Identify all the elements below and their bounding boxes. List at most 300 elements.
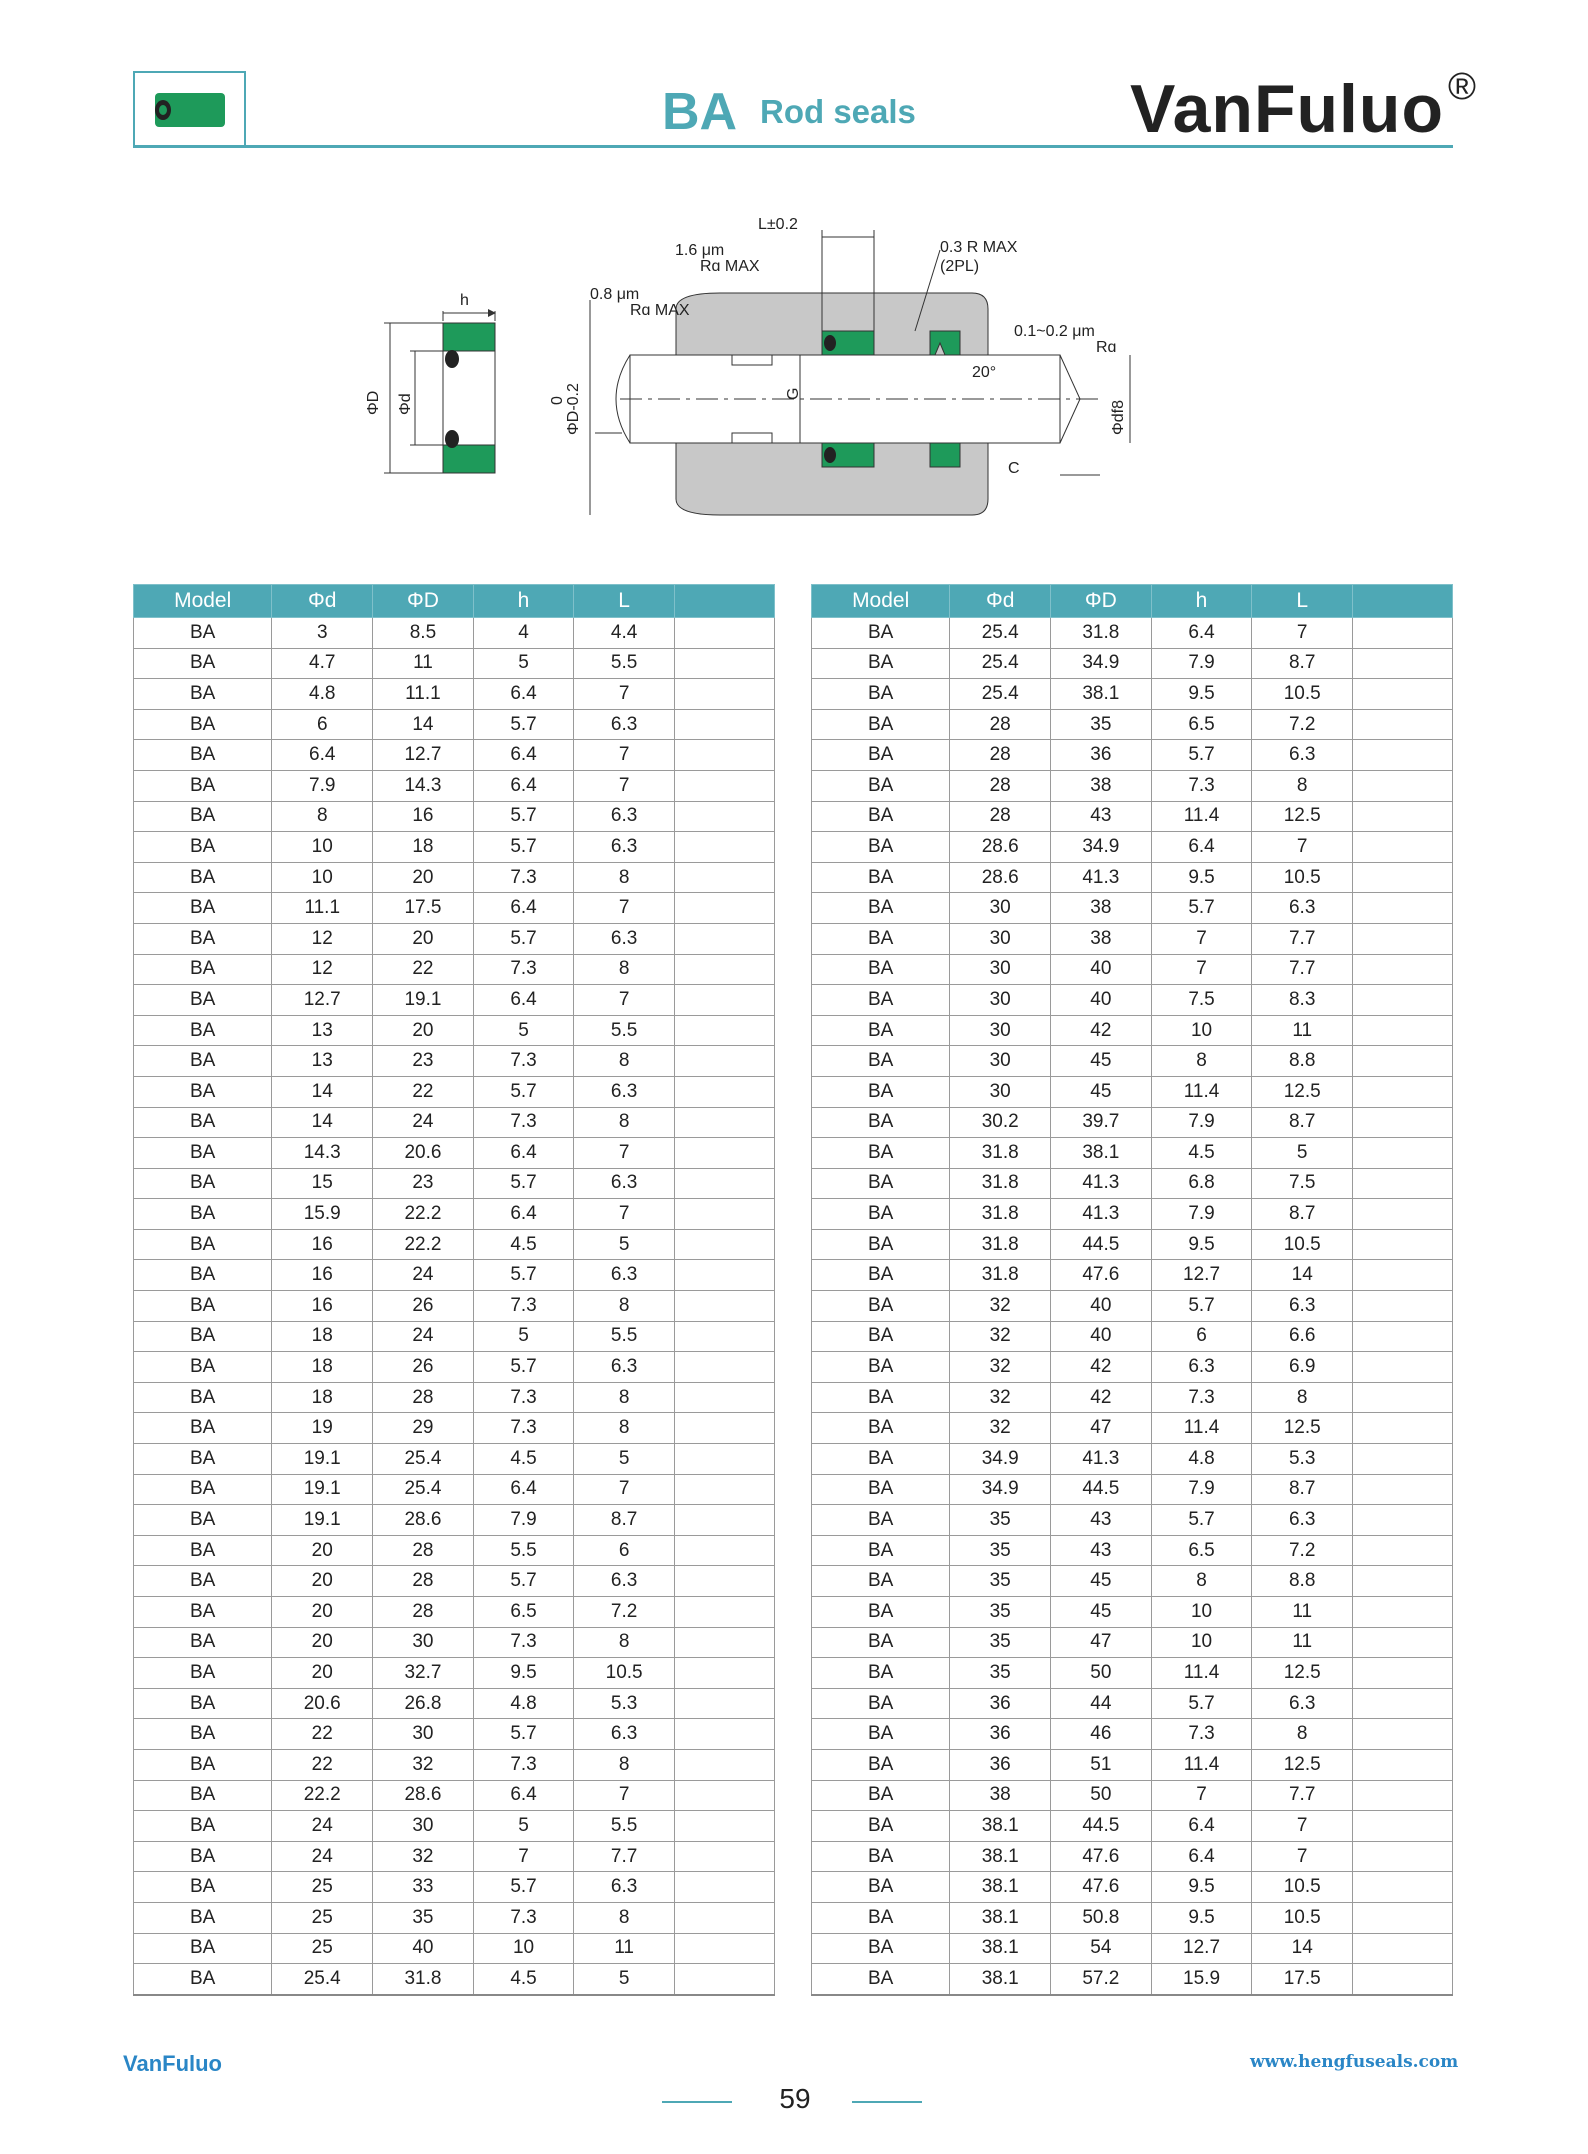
table-cell: 44	[1051, 1688, 1152, 1719]
table-cell: 6.4	[473, 893, 573, 924]
table-cell: 28	[950, 770, 1051, 801]
table-cell	[674, 1627, 774, 1658]
table-row	[134, 1199, 775, 1230]
table-cell: 18	[373, 832, 474, 863]
table-cell: BA	[812, 709, 950, 740]
table-cell	[1353, 1933, 1453, 1964]
table-cell	[1353, 1719, 1453, 1750]
table-cell	[674, 862, 774, 893]
table-cell: 8	[574, 1749, 675, 1780]
table-cell: 43	[1051, 801, 1152, 832]
table-cell: 5.7	[473, 1352, 573, 1383]
table-cell: 24	[373, 1107, 474, 1138]
table-cell	[674, 1933, 774, 1964]
table-cell: 7.7	[1252, 923, 1353, 954]
table-cell: BA	[134, 1841, 272, 1872]
table-cell: 45	[1051, 1566, 1152, 1597]
series-code: BA	[662, 83, 738, 141]
table-cell: 6.4	[473, 1780, 573, 1811]
table-cell: BA	[134, 679, 272, 710]
table-cell: 32	[373, 1841, 474, 1872]
table-cell: 6.3	[1252, 1505, 1353, 1536]
table-cell: 7	[1252, 832, 1353, 863]
table-cell: BA	[134, 1719, 272, 1750]
table-cell: BA	[812, 1352, 950, 1383]
table-cell: 36	[1051, 740, 1152, 771]
table-cell: BA	[812, 1658, 950, 1689]
table-cell	[674, 1015, 774, 1046]
dim-bore: ΦD-0.2	[565, 383, 582, 435]
table-cell: 12.7	[373, 740, 474, 771]
table-cell: 28.6	[373, 1780, 474, 1811]
table-row	[134, 1566, 775, 1597]
table-cell: 7.5	[1151, 985, 1252, 1016]
table-cell: 28.6	[950, 862, 1051, 893]
table-cell: BA	[134, 1872, 272, 1903]
table-cell: BA	[134, 1291, 272, 1322]
table-cell: 30	[950, 954, 1051, 985]
table-cell: 20	[272, 1627, 373, 1658]
table-cell: 7.3	[473, 1046, 573, 1077]
table-cell: 6.9	[1252, 1352, 1353, 1383]
table-cell: 9.5	[1151, 679, 1252, 710]
table-cell: BA	[134, 1046, 272, 1077]
table-cell: 24	[373, 1321, 474, 1352]
table-cell: 18	[272, 1382, 373, 1413]
table-cell	[1353, 1076, 1453, 1107]
table-cell: 38.1	[1051, 1138, 1152, 1169]
table-cell: 20	[272, 1658, 373, 1689]
table-cell: 9.5	[1151, 862, 1252, 893]
table-cell: BA	[134, 862, 272, 893]
dim-L: L±0.2	[758, 216, 798, 233]
dim-rod: Φdf8	[1110, 399, 1127, 435]
table-cell: 5.7	[473, 801, 573, 832]
table-cell	[674, 1474, 774, 1505]
table-cell: BA	[134, 1535, 272, 1566]
table-cell: 41.3	[1051, 1199, 1152, 1230]
table-cell	[674, 1597, 774, 1628]
table-cell: 8	[1252, 1719, 1353, 1750]
table-cell	[1353, 1964, 1453, 1995]
table-cell: 23	[373, 1046, 474, 1077]
table-cell: 24	[272, 1811, 373, 1842]
table-cell: 6.5	[1151, 709, 1252, 740]
table-cell: 35	[950, 1658, 1051, 1689]
table-cell: 32	[950, 1382, 1051, 1413]
table-cell: 24	[373, 1260, 474, 1291]
table-cell: 46	[1051, 1719, 1152, 1750]
table-cell: 22	[272, 1749, 373, 1780]
table-cell: 8	[574, 1291, 675, 1322]
table-row	[812, 1107, 1453, 1138]
table-cell	[674, 801, 774, 832]
table-cell	[1353, 1474, 1453, 1505]
table-row	[134, 1046, 775, 1077]
table-cell: 5	[473, 648, 573, 679]
table-row	[812, 1229, 1453, 1260]
table-cell: BA	[812, 1749, 950, 1780]
dimension-table-right	[811, 584, 1453, 1996]
table-cell	[1353, 985, 1453, 1016]
table-cell: 47	[1051, 1413, 1152, 1444]
table-cell: 12.5	[1252, 1413, 1353, 1444]
table-cell: BA	[134, 648, 272, 679]
table-cell: 34.9	[950, 1474, 1051, 1505]
seal-profile-icon	[149, 87, 231, 133]
table-cell: 40	[1051, 1321, 1152, 1352]
table-cell: 16	[272, 1291, 373, 1322]
table-cell: 5.5	[574, 648, 675, 679]
table-cell: 23	[373, 1168, 474, 1199]
table-cell: 5.7	[1151, 740, 1252, 771]
table-row	[134, 1168, 775, 1199]
table-cell: 11.4	[1151, 1076, 1252, 1107]
table-cell	[1353, 770, 1453, 801]
table-cell	[674, 954, 774, 985]
table-cell: 25.4	[950, 618, 1051, 649]
table-cell: 8	[1151, 1046, 1252, 1077]
table-cell: 7.3	[473, 1902, 573, 1933]
table-cell: 6.4	[473, 770, 573, 801]
table-cell: BA	[134, 1015, 272, 1046]
table-cell: 7.9	[1151, 1199, 1252, 1230]
table-cell	[674, 1382, 774, 1413]
table-cell	[1353, 1168, 1453, 1199]
table-cell: BA	[134, 1382, 272, 1413]
table-cell: 5	[1252, 1138, 1353, 1169]
table-cell: 35	[950, 1535, 1051, 1566]
footer-website-link[interactable]: www.hengfuseals.com	[1250, 2052, 1459, 2072]
table-cell: 6.4	[473, 1138, 573, 1169]
table-cell: 35	[950, 1566, 1051, 1597]
table-cell: BA	[812, 618, 950, 649]
table-cell: 30	[950, 923, 1051, 954]
table-cell: 6	[1151, 1321, 1252, 1352]
table-cell: 4.4	[574, 618, 675, 649]
table-cell	[674, 1352, 774, 1383]
table-cell: 30	[950, 1015, 1051, 1046]
col-model: Model	[134, 585, 272, 618]
table-cell: 7.3	[473, 1382, 573, 1413]
table-row	[134, 862, 775, 893]
table-cell: 8	[574, 1382, 675, 1413]
table-cell: 9.5	[1151, 1902, 1252, 1933]
table-cell: BA	[812, 1627, 950, 1658]
table-row	[812, 1566, 1453, 1597]
table-cell	[1353, 1229, 1453, 1260]
table-row	[134, 1076, 775, 1107]
table-row	[134, 679, 775, 710]
table-cell: 7.9	[272, 770, 373, 801]
table-row	[812, 985, 1453, 1016]
roughness-3: 0.1~0.2 μm	[1014, 323, 1095, 340]
table-cell: BA	[812, 1076, 950, 1107]
table-cell: 5	[473, 1811, 573, 1842]
col-blank	[674, 585, 774, 618]
page-number-rule-left	[662, 2101, 732, 2103]
table-cell: 19.1	[272, 1505, 373, 1536]
table-cell: BA	[134, 923, 272, 954]
table-cell: 5	[574, 1229, 675, 1260]
table-row	[134, 1902, 775, 1933]
table-cell: 8	[574, 1046, 675, 1077]
table-row	[812, 1168, 1453, 1199]
table-cell: 8	[574, 1902, 675, 1933]
table-cell: 6.5	[473, 1597, 573, 1628]
table-cell: 8	[1252, 770, 1353, 801]
table-cell: 25.4	[950, 648, 1051, 679]
table-cell: BA	[134, 801, 272, 832]
table-row	[134, 923, 775, 954]
table-cell: 7.3	[473, 1107, 573, 1138]
table-cell: 31.8	[950, 1168, 1051, 1199]
col-height: h	[473, 585, 573, 618]
table-cell	[1353, 1658, 1453, 1689]
table-row	[812, 1780, 1453, 1811]
table-cell: BA	[812, 1168, 950, 1199]
table-cell: 30	[373, 1811, 474, 1842]
table-cell: 14.3	[272, 1138, 373, 1169]
table-cell	[1353, 648, 1453, 679]
table-cell: 7	[1151, 954, 1252, 985]
table-cell: BA	[812, 1780, 950, 1811]
table-cell: 8.8	[1252, 1566, 1353, 1597]
table-cell	[1353, 618, 1453, 649]
table-cell: 5.7	[473, 1076, 573, 1107]
table-cell: 11.4	[1151, 801, 1252, 832]
table-cell: 4.5	[1151, 1138, 1252, 1169]
table-cell: 39.7	[1051, 1107, 1152, 1138]
col-length: L	[1252, 585, 1353, 618]
table-cell: 7	[574, 1138, 675, 1169]
table-cell: 28.6	[373, 1505, 474, 1536]
table-row	[134, 1749, 775, 1780]
table-cell: 9.5	[1151, 1229, 1252, 1260]
table-cell: 30	[950, 1076, 1051, 1107]
table-cell: 5.7	[473, 923, 573, 954]
table-cell: 34.9	[950, 1444, 1051, 1475]
table-cell: 8.7	[1252, 1107, 1353, 1138]
table-cell: 10.5	[574, 1658, 675, 1689]
table-cell: 6.3	[574, 1566, 675, 1597]
table-cell: 7	[1252, 618, 1353, 649]
table-row	[134, 1015, 775, 1046]
table-cell: 7.3	[473, 1627, 573, 1658]
table-cell	[1353, 709, 1453, 740]
table-cell: 4.5	[473, 1229, 573, 1260]
table-cell: BA	[812, 1597, 950, 1628]
table-cell: 19.1	[272, 1444, 373, 1475]
table-cell	[1353, 954, 1453, 985]
table-cell: 10.5	[1252, 1229, 1353, 1260]
table-row	[812, 1841, 1453, 1872]
table-cell: 7.3	[473, 1413, 573, 1444]
table-cell: BA	[812, 1046, 950, 1077]
table-cell: 10.5	[1252, 862, 1353, 893]
table-cell: 8	[1252, 1382, 1353, 1413]
table-cell: 6.3	[574, 1076, 675, 1107]
table-cell: BA	[812, 1199, 950, 1230]
table-row	[134, 1597, 775, 1628]
table-cell: 15	[272, 1168, 373, 1199]
table-row	[134, 1658, 775, 1689]
table-row	[812, 1658, 1453, 1689]
table-cell: 12.5	[1252, 1658, 1353, 1689]
table-cell: BA	[134, 1076, 272, 1107]
table-cell: BA	[134, 1933, 272, 1964]
table-cell	[1353, 1138, 1453, 1169]
table-cell: 12	[272, 923, 373, 954]
col-blank	[1353, 585, 1453, 618]
table-cell: 7	[574, 1199, 675, 1230]
table-cell: 5.5	[574, 1015, 675, 1046]
table-cell: BA	[812, 770, 950, 801]
table-row	[134, 1841, 775, 1872]
table-cell: 12	[272, 954, 373, 985]
dim-G: G	[785, 387, 802, 400]
table-cell: BA	[134, 1688, 272, 1719]
table-cell: 44.5	[1051, 1474, 1152, 1505]
table-cell: 6.4	[473, 1199, 573, 1230]
table-cell: 32.7	[373, 1658, 474, 1689]
table-cell: 6.3	[1252, 1291, 1353, 1322]
table-cell	[1353, 1444, 1453, 1475]
table-cell: 11.4	[1151, 1413, 1252, 1444]
table-cell: 20	[373, 923, 474, 954]
table-cell: 16	[272, 1229, 373, 1260]
page-number: 59	[779, 2083, 811, 2114]
table-cell: 50.8	[1051, 1902, 1152, 1933]
table-cell: 8	[574, 1627, 675, 1658]
registered-mark: ®	[1448, 66, 1477, 108]
table-row	[134, 1872, 775, 1903]
table-cell: 38.1	[950, 1811, 1051, 1842]
table-cell: BA	[134, 1107, 272, 1138]
table-cell: 4	[473, 618, 573, 649]
table-cell: BA	[812, 1413, 950, 1444]
table-cell	[674, 1076, 774, 1107]
table-cell	[674, 1566, 774, 1597]
table-cell	[1353, 1749, 1453, 1780]
table-row	[812, 770, 1453, 801]
table-cell: 6.4	[1151, 832, 1252, 863]
table-cell: 10.5	[1252, 1872, 1353, 1903]
table-cell	[1353, 862, 1453, 893]
table-row	[812, 1076, 1453, 1107]
table-cell: 6.3	[574, 801, 675, 832]
table-cell: 32	[950, 1291, 1051, 1322]
table-cell: 6.3	[574, 1719, 675, 1750]
table-cell	[674, 1658, 774, 1689]
table-cell: 11	[1252, 1627, 1353, 1658]
table-cell: 25	[272, 1933, 373, 1964]
table-cell: 17.5	[373, 893, 474, 924]
table-cell: 14	[272, 1076, 373, 1107]
table-cell: 44.5	[1051, 1811, 1152, 1842]
table-cell: 38.1	[950, 1964, 1051, 1995]
table-cell: 7	[574, 893, 675, 924]
table-cell: 32	[950, 1413, 1051, 1444]
roughness-2-max: Rɑ MAX	[630, 302, 690, 319]
table-cell: BA	[812, 1841, 950, 1872]
table-cell: BA	[812, 954, 950, 985]
table-row	[812, 1719, 1453, 1750]
table-cell: 7.2	[574, 1597, 675, 1628]
table-cell: 41.3	[1051, 1444, 1152, 1475]
table-cell: 10	[1151, 1015, 1252, 1046]
table-cell: 6.4	[473, 985, 573, 1016]
table-cell: 14	[272, 1107, 373, 1138]
roughness-2: 0.8 μm	[590, 286, 640, 303]
table-header-row	[134, 585, 775, 618]
col-height: h	[1151, 585, 1252, 618]
table-cell	[674, 1168, 774, 1199]
table-cell: 25.4	[373, 1444, 474, 1475]
table-cell: 45	[1051, 1046, 1152, 1077]
table-cell: 5	[574, 1964, 675, 1995]
table-cell: 5.7	[473, 1872, 573, 1903]
table-cell: 36	[950, 1749, 1051, 1780]
table-cell	[674, 1046, 774, 1077]
table-cell: 35	[1051, 709, 1152, 740]
table-row	[812, 1199, 1453, 1230]
table-cell: BA	[812, 801, 950, 832]
table-cell: 29	[373, 1413, 474, 1444]
table-cell: 28	[373, 1566, 474, 1597]
table-cell: 9.5	[1151, 1872, 1252, 1903]
table-cell	[674, 740, 774, 771]
table-row	[134, 740, 775, 771]
table-row	[134, 1413, 775, 1444]
table-cell	[1353, 1291, 1453, 1322]
table-cell: BA	[134, 1780, 272, 1811]
table-cell	[1353, 1811, 1453, 1842]
table-cell: 7.2	[1252, 1535, 1353, 1566]
table-row	[134, 1352, 775, 1383]
table-cell: BA	[812, 648, 950, 679]
table-cell: 47.6	[1051, 1260, 1152, 1291]
table-cell: 7.3	[473, 1749, 573, 1780]
table-cell: 33	[373, 1872, 474, 1903]
table-cell: 18	[272, 1321, 373, 1352]
table-cell: 5.7	[1151, 1688, 1252, 1719]
table-cell	[1353, 1046, 1453, 1077]
table-cell	[1353, 1352, 1453, 1383]
table-cell: 30	[950, 893, 1051, 924]
table-cell: 13	[272, 1046, 373, 1077]
table-cell: 5.7	[473, 709, 573, 740]
table-cell: BA	[812, 1382, 950, 1413]
table-row	[812, 862, 1453, 893]
table-cell: 28	[950, 801, 1051, 832]
table-row	[812, 1413, 1453, 1444]
table-cell: 31.8	[373, 1964, 474, 1995]
table-row	[812, 1505, 1453, 1536]
table-cell: 11	[1252, 1015, 1353, 1046]
table-cell: 20	[272, 1566, 373, 1597]
table-cell	[1353, 1627, 1453, 1658]
table-cell: 28	[950, 709, 1051, 740]
table-cell: 7	[574, 740, 675, 771]
table-cell: 45	[1051, 1597, 1152, 1628]
table-cell: 8	[574, 1107, 675, 1138]
col-inner-diameter: Φd	[950, 585, 1051, 618]
table-cell: 7.9	[1151, 648, 1252, 679]
table-cell: 6.3	[574, 709, 675, 740]
table-cell: 19.1	[373, 985, 474, 1016]
table-cell: 6.4	[1151, 1841, 1252, 1872]
